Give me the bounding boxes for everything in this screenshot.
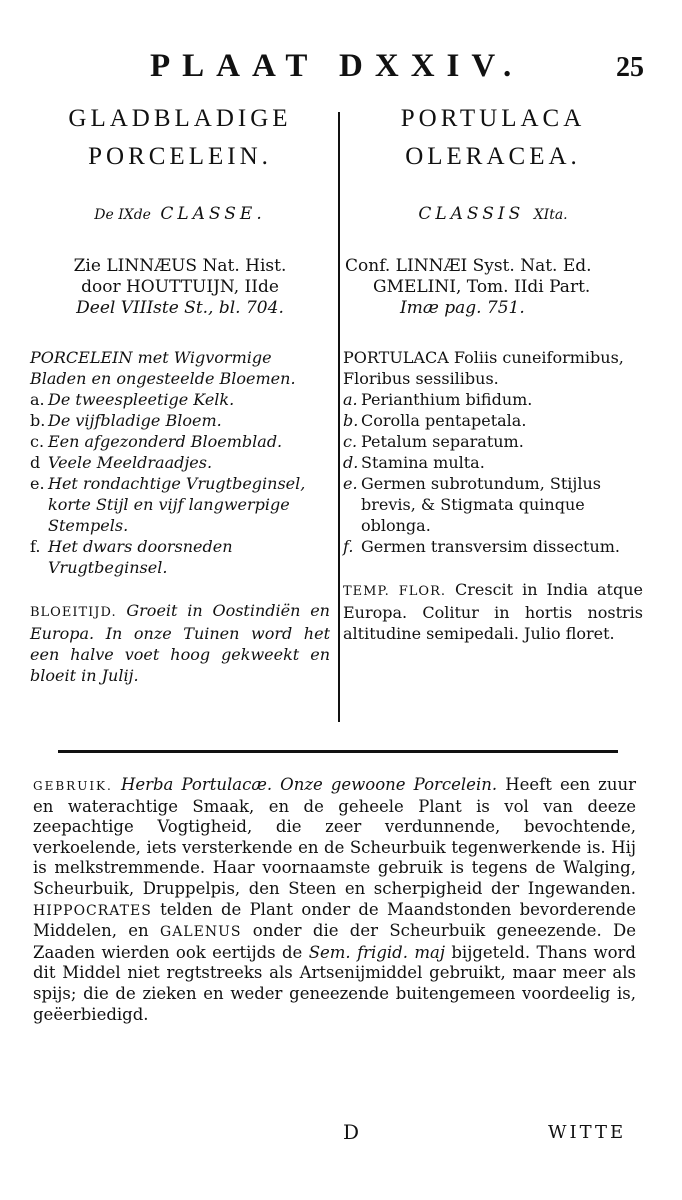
right-class-word: CLASSIS xyxy=(418,204,525,224)
usage-text-1: Heeft een zuur en waterachtige Smaak, en de geheele Plant is vol van deeze zeepachtige Vogtigheid, die zeer verdunnende, bevochtende, verkoelende, iets versterkende en de Scheurbuik tegenwerkende is. Hij is melkstremmende. Haar voornaamste gebruik is tegens de Walging, Scheurbuik, Druppelpis, den Steen en scherpigheid der Ingewanden. xyxy=(33,775,637,898)
catchword: WITTE xyxy=(548,1122,627,1143)
left-part-a: a. De tweespleetige Kelk. xyxy=(30,390,235,409)
left-ref-line3: Deel VIIIste St., bl. 704. xyxy=(76,298,284,318)
right-flower-label: TEMP. FLOR. xyxy=(343,584,446,599)
right-class-suffix: XIta. xyxy=(533,207,568,223)
right-part-f: f. Germen transversim dissectum. xyxy=(343,537,621,556)
right-part-b: b. Corolla pentapetala. xyxy=(343,411,527,430)
right-flowering xyxy=(343,579,643,644)
right-reference xyxy=(343,256,643,319)
right-ref-line2: GMELINI, Tom. IIdi Part. xyxy=(373,277,591,297)
left-part-e: e. Het rondachtige Vrugtbeginsel, korte Stijl en vijf langwerpige Stempels. xyxy=(30,474,306,535)
usage-paragraph xyxy=(33,775,636,1025)
column-divider xyxy=(338,112,340,722)
left-column xyxy=(30,100,330,686)
left-name-line1: GLADBLADIGE xyxy=(68,105,292,132)
right-ref-line1: Conf. LINNÆI Syst. Nat. Ed. xyxy=(345,256,592,276)
right-part-d: d. Stamina multa. xyxy=(343,453,485,472)
usage-lead: Herba Portulacæ. Onze gewoone Porcelein. xyxy=(120,775,498,794)
usage-label: GEBRUIK. xyxy=(33,779,113,793)
usage-text-4: bijgeteld. Thans word dit Middel niet regtstreeks als Artsenijmiddel gebruikt, maar meer als spijs; die de zieken en weder geneezende buitengemeen voordeelig is, geëerbiedigd. xyxy=(33,942,636,1024)
left-flowering xyxy=(30,600,330,686)
left-part-d: d Veele Meeldraadjes. xyxy=(30,453,213,472)
right-part-c: c. Petalum separatum. xyxy=(343,432,524,451)
usage-text-2: telden de Plant onder de Maandstonden bevorderende Middelen, en xyxy=(33,899,636,941)
usage-name-galenus: GALENUS xyxy=(160,924,242,941)
left-description-head: PORCELEIN met Wigvormige Bladen en ongesteelde Bloemen. xyxy=(30,348,296,388)
left-part-c: c. Een afgezonderd Bloemblad. xyxy=(30,432,283,451)
page-header xyxy=(0,48,682,88)
left-class-line xyxy=(30,204,330,228)
horizontal-rule xyxy=(58,750,618,753)
right-part-e: e. Germen subrotundum, Stijlus brevis, & Stigmata quinque oblonga. xyxy=(343,474,601,535)
signature-mark: D xyxy=(343,1120,360,1144)
usage-name-hippocrates: HIPPOCRATES xyxy=(33,902,152,919)
right-ref-line3: Imæ pag. 751. xyxy=(400,298,525,318)
left-description xyxy=(30,347,330,578)
right-name-line1: PORTULACA xyxy=(400,105,586,132)
plate-title: PLAAT DXXIV. xyxy=(150,48,524,84)
left-part-b: b. De vijfbladige Bloem. xyxy=(30,411,222,430)
page-number: 25 xyxy=(616,52,644,83)
left-reference xyxy=(30,256,330,319)
left-ref-line1: Zie LINNÆUS Nat. Hist. xyxy=(73,256,287,276)
usage-text-3: onder die der Scheurbuik geneezende. De Zaaden wierden ook eertijds de xyxy=(33,921,637,962)
left-class-prefix: De IXde xyxy=(94,207,151,223)
right-description-head: PORTULACA Foliis cuneiformibus, Floribus sessilibus. xyxy=(343,348,624,388)
right-part-a: a. Perianthium bifidum. xyxy=(343,390,533,409)
left-class-word: CLASSE. xyxy=(160,204,266,224)
left-flower-text: Groeit in Oostindiën en Europa. In onze Tuinen word het een halve voet hoog gekweekt en bloeit in Julij. xyxy=(30,601,330,685)
left-name-line2: PORCELEIN. xyxy=(88,143,272,170)
right-column xyxy=(343,100,643,644)
left-part-f: f. Het dwars doorsneden Vrugtbeginsel. xyxy=(30,537,233,577)
left-ref-line2: door HOUTTUIJN, IIde xyxy=(81,277,279,297)
left-flower-label: BLOEITIJD. xyxy=(30,605,117,620)
right-description xyxy=(343,347,643,557)
right-flower-text: Crescit in India atque Europa. Colitur in hortis nostris altitudine semipedali. Julio floret. xyxy=(343,580,643,643)
right-class-line xyxy=(343,204,643,228)
usage-sem: Sem. frigid. maj xyxy=(308,942,445,962)
right-name-line2: OLERACEA. xyxy=(405,143,581,170)
